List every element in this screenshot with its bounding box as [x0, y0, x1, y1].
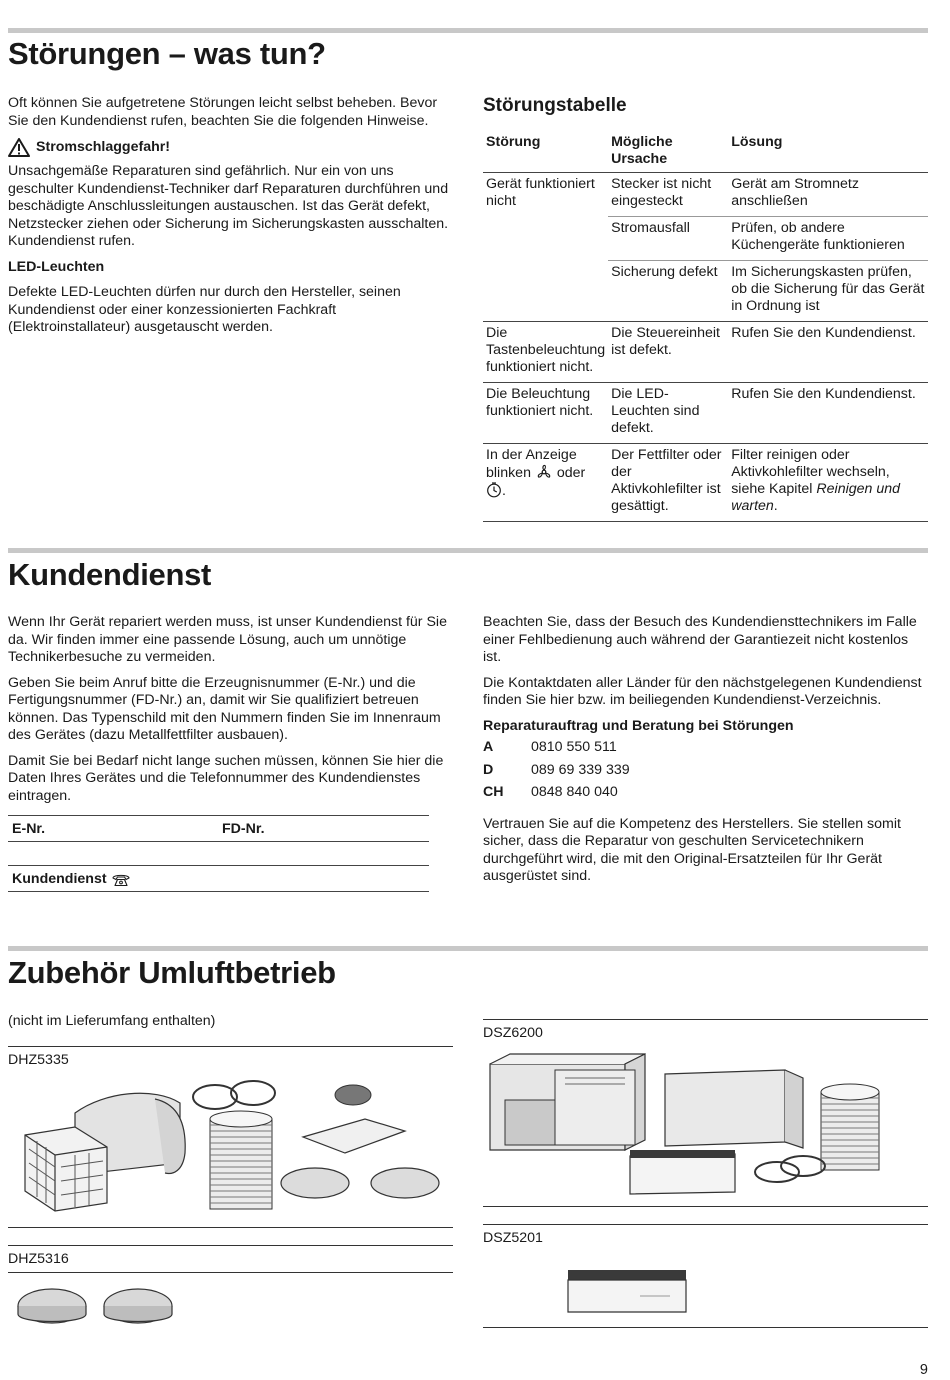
table-row — [483, 173, 928, 217]
troubleshooting-table — [483, 130, 928, 522]
accessory-label-dsz6200: DSZ6200 — [483, 1019, 928, 1043]
enr-label: E-Nr. — [12, 821, 46, 837]
page-number: 9 — [919, 1362, 928, 1378]
header-loesung: Lösung — [728, 130, 928, 173]
table-cell: Stromausfall — [608, 217, 728, 261]
phone-number: 089 69 339 339 — [531, 761, 630, 778]
table-cell: Die Steuereinheit ist defekt. — [608, 322, 728, 383]
header-stoerung: Störung — [483, 130, 608, 173]
cell-text: Filter reinigen oder Aktivkohlefilter wechseln, siehe Kapitel — [731, 447, 890, 497]
table-cell — [483, 261, 608, 322]
chapter-reference: Reinigen und warten — [731, 481, 901, 514]
paragraph: Beachten Sie, dass der Besuch des Kundendiensttechnikers im Falle einer Fehlbedienung auch während der Garantiezeit nicht kostenlos ist. — [483, 614, 917, 665]
table-cell: Die LED-Leuchten sind defekt. — [608, 383, 728, 444]
paragraph: Wenn Ihr Gerät repariert werden muss, ist unser Kundendienst für Sie da. Wir finden immer eine passende Lösung, auch um unnötige Technikerbesuche zu vermeiden. — [8, 614, 447, 665]
table-row — [483, 383, 928, 444]
table-cell: Sicherung defekt — [608, 261, 728, 322]
cell-text: oder — [556, 465, 586, 481]
dhz5316-filters-illustration — [10, 1282, 190, 1342]
section-rule-kundendienst — [8, 548, 928, 553]
stoerungen-left-column — [8, 95, 453, 345]
table-header-row — [483, 130, 928, 173]
dsz6200-kit-illustration — [485, 1050, 925, 1200]
dsz5201-filter-illustration — [560, 1262, 700, 1322]
blank-field-row — [8, 841, 429, 866]
phone-entry — [483, 762, 928, 780]
accessory-label-dhz5316: DHZ5316 — [8, 1245, 453, 1269]
enr-field-row — [8, 815, 429, 842]
table-row — [483, 261, 928, 322]
paragraph: Vertrauen Sie auf die Kompetenz des Herstellers. Sie stellen somit sicher, dass die Reparatur von geschulten Servicetechnikern durchgeführt wird, die mit den Original-Ersatzteilen für Ihr Gerät ausgerüstet sind. — [483, 815, 901, 884]
warning-text: Unsachgemäße Reparaturen sind gefährlich. Nur ein von uns geschulter Kundendienst-Techniker darf Reparaturen durchführen und beschädigte Anschlussleitungen austauschen. Ist das Gerät defekt, Netzstecker ziehen oder Sicherung im Sicherungskasten ausschalten. Kundendienst rufen. — [8, 163, 449, 249]
divider-line — [8, 1272, 453, 1273]
section-title-zubehoer: Zubehör Umluftbetrieb — [8, 955, 336, 990]
table-cell — [483, 444, 608, 522]
paragraph: Damit Sie bei Bedarf nicht lange suchen müssen, können Sie hier die Daten Ihres Gerätes und die Telefonnummer des Kundendienstes eintragen. — [8, 752, 444, 804]
divider-line — [8, 1227, 453, 1228]
phone-number: 0810 550 511 — [531, 739, 617, 755]
led-heading: LED-Leuchten — [8, 258, 105, 275]
table-cell: Die Tastenbeleuchtung funktioniert nicht. — [483, 322, 608, 383]
kundendienst-right-column — [483, 614, 928, 894]
fdnr-label: FD-Nr. — [222, 821, 265, 837]
accessory-label-dhz5335: DHZ5335 — [8, 1046, 453, 1070]
table-row — [483, 217, 928, 261]
table-cell — [483, 217, 608, 261]
intro-text: Oft können Sie aufgetretene Störungen leicht selbst beheben. Bevor Sie den Kundendienst rufen, beachten Sie die folgenden Hinweise. — [8, 95, 438, 129]
section-rule-zubehoer — [8, 946, 928, 951]
table-cell — [728, 444, 928, 522]
paragraph: Die Kontaktdaten aller Länder für den nächstgelegenen Kundendienst finden Sie hier bzw. im beiliegenden Kundendienst-Verzeichnis. — [483, 674, 922, 708]
timer-icon — [486, 482, 502, 498]
repair-heading: Reparaturauftrag und Beratung bei Störungen — [483, 717, 794, 734]
table-cell: Der Fettfilter oder der Aktivkohlefilter ist gesättigt. — [608, 444, 728, 522]
kundendienst-phone-label — [12, 871, 131, 889]
kundendienst-field-row — [8, 866, 429, 892]
country-code: D — [483, 761, 494, 778]
header-ursache: Mögliche Ursache — [608, 130, 728, 173]
cell-text: . — [502, 483, 506, 499]
phone-number: 0848 840 040 — [531, 784, 618, 800]
fan-icon — [535, 464, 553, 480]
table-cell: Gerät funktioniert nicht — [483, 173, 608, 217]
table-cell: Gerät am Stromnetz anschließen — [728, 173, 928, 217]
phone-entry — [483, 784, 928, 802]
accessory-label-dsz5201: DSZ5201 — [483, 1224, 928, 1248]
warning-heading — [8, 138, 453, 157]
cell-text: In der Anzeige blinken — [486, 447, 577, 481]
section-title-stoerungen: Störungen – was tun? — [8, 36, 326, 71]
warning-title: Stromschlaggefahr! — [36, 138, 171, 155]
table-title: Störungstabelle — [483, 95, 627, 116]
led-text: Defekte LED-Leuchten dürfen nur durch den Hersteller, seinen Kundendienst oder einer konzessionierten Fachkraft (Elektroinstallateur) ausgetauscht werden. — [8, 284, 401, 335]
country-code: A — [483, 739, 494, 755]
divider-line — [483, 1206, 928, 1207]
divider-line — [483, 1327, 928, 1328]
country-code: CH — [483, 784, 504, 800]
table-cell: Prüfen, ob andere Küchengeräte funktionieren — [728, 217, 928, 261]
table-cell: Rufen Sie den Kundendienst. — [728, 383, 928, 444]
table-cell: Stecker ist nicht eingesteckt — [608, 173, 728, 217]
phone-list — [483, 739, 928, 802]
telephone-icon — [111, 873, 131, 887]
cell-text: . — [773, 498, 778, 514]
table-cell: Im Sicherungskasten prüfen, ob die Sicherung für das Gerät in Ordnung ist — [728, 261, 928, 322]
table-cell: Rufen Sie den Kundendienst. — [728, 322, 928, 383]
phone-entry — [483, 739, 928, 757]
accessory-note: (nicht im Lieferumfang enthalten) — [8, 1013, 216, 1029]
kundendienst-left-column — [8, 614, 453, 813]
table-row — [483, 322, 928, 383]
table-cell: Die Beleuchtung funktioniert nicht. — [483, 383, 608, 444]
section-rule-top — [8, 28, 928, 33]
paragraph: Geben Sie beim Anruf bitte die Erzeugnisnummer (E-Nr.) und die Fertigungsnummer (FD-Nr.) an, damit wir Sie qualifiziert betreuen können. Das Typenschild mit den Nummern finden Sie im Innenraum des Gerätes (dazu Metallfettfilter ausbauen). — [8, 674, 441, 743]
kundendienst-label: Kundendienst — [12, 871, 107, 887]
dhz5335-kit-illustration — [15, 1075, 445, 1215]
section-title-kundendienst: Kundendienst — [8, 557, 212, 592]
warning-triangle-icon — [8, 138, 30, 157]
table-row — [483, 444, 928, 522]
